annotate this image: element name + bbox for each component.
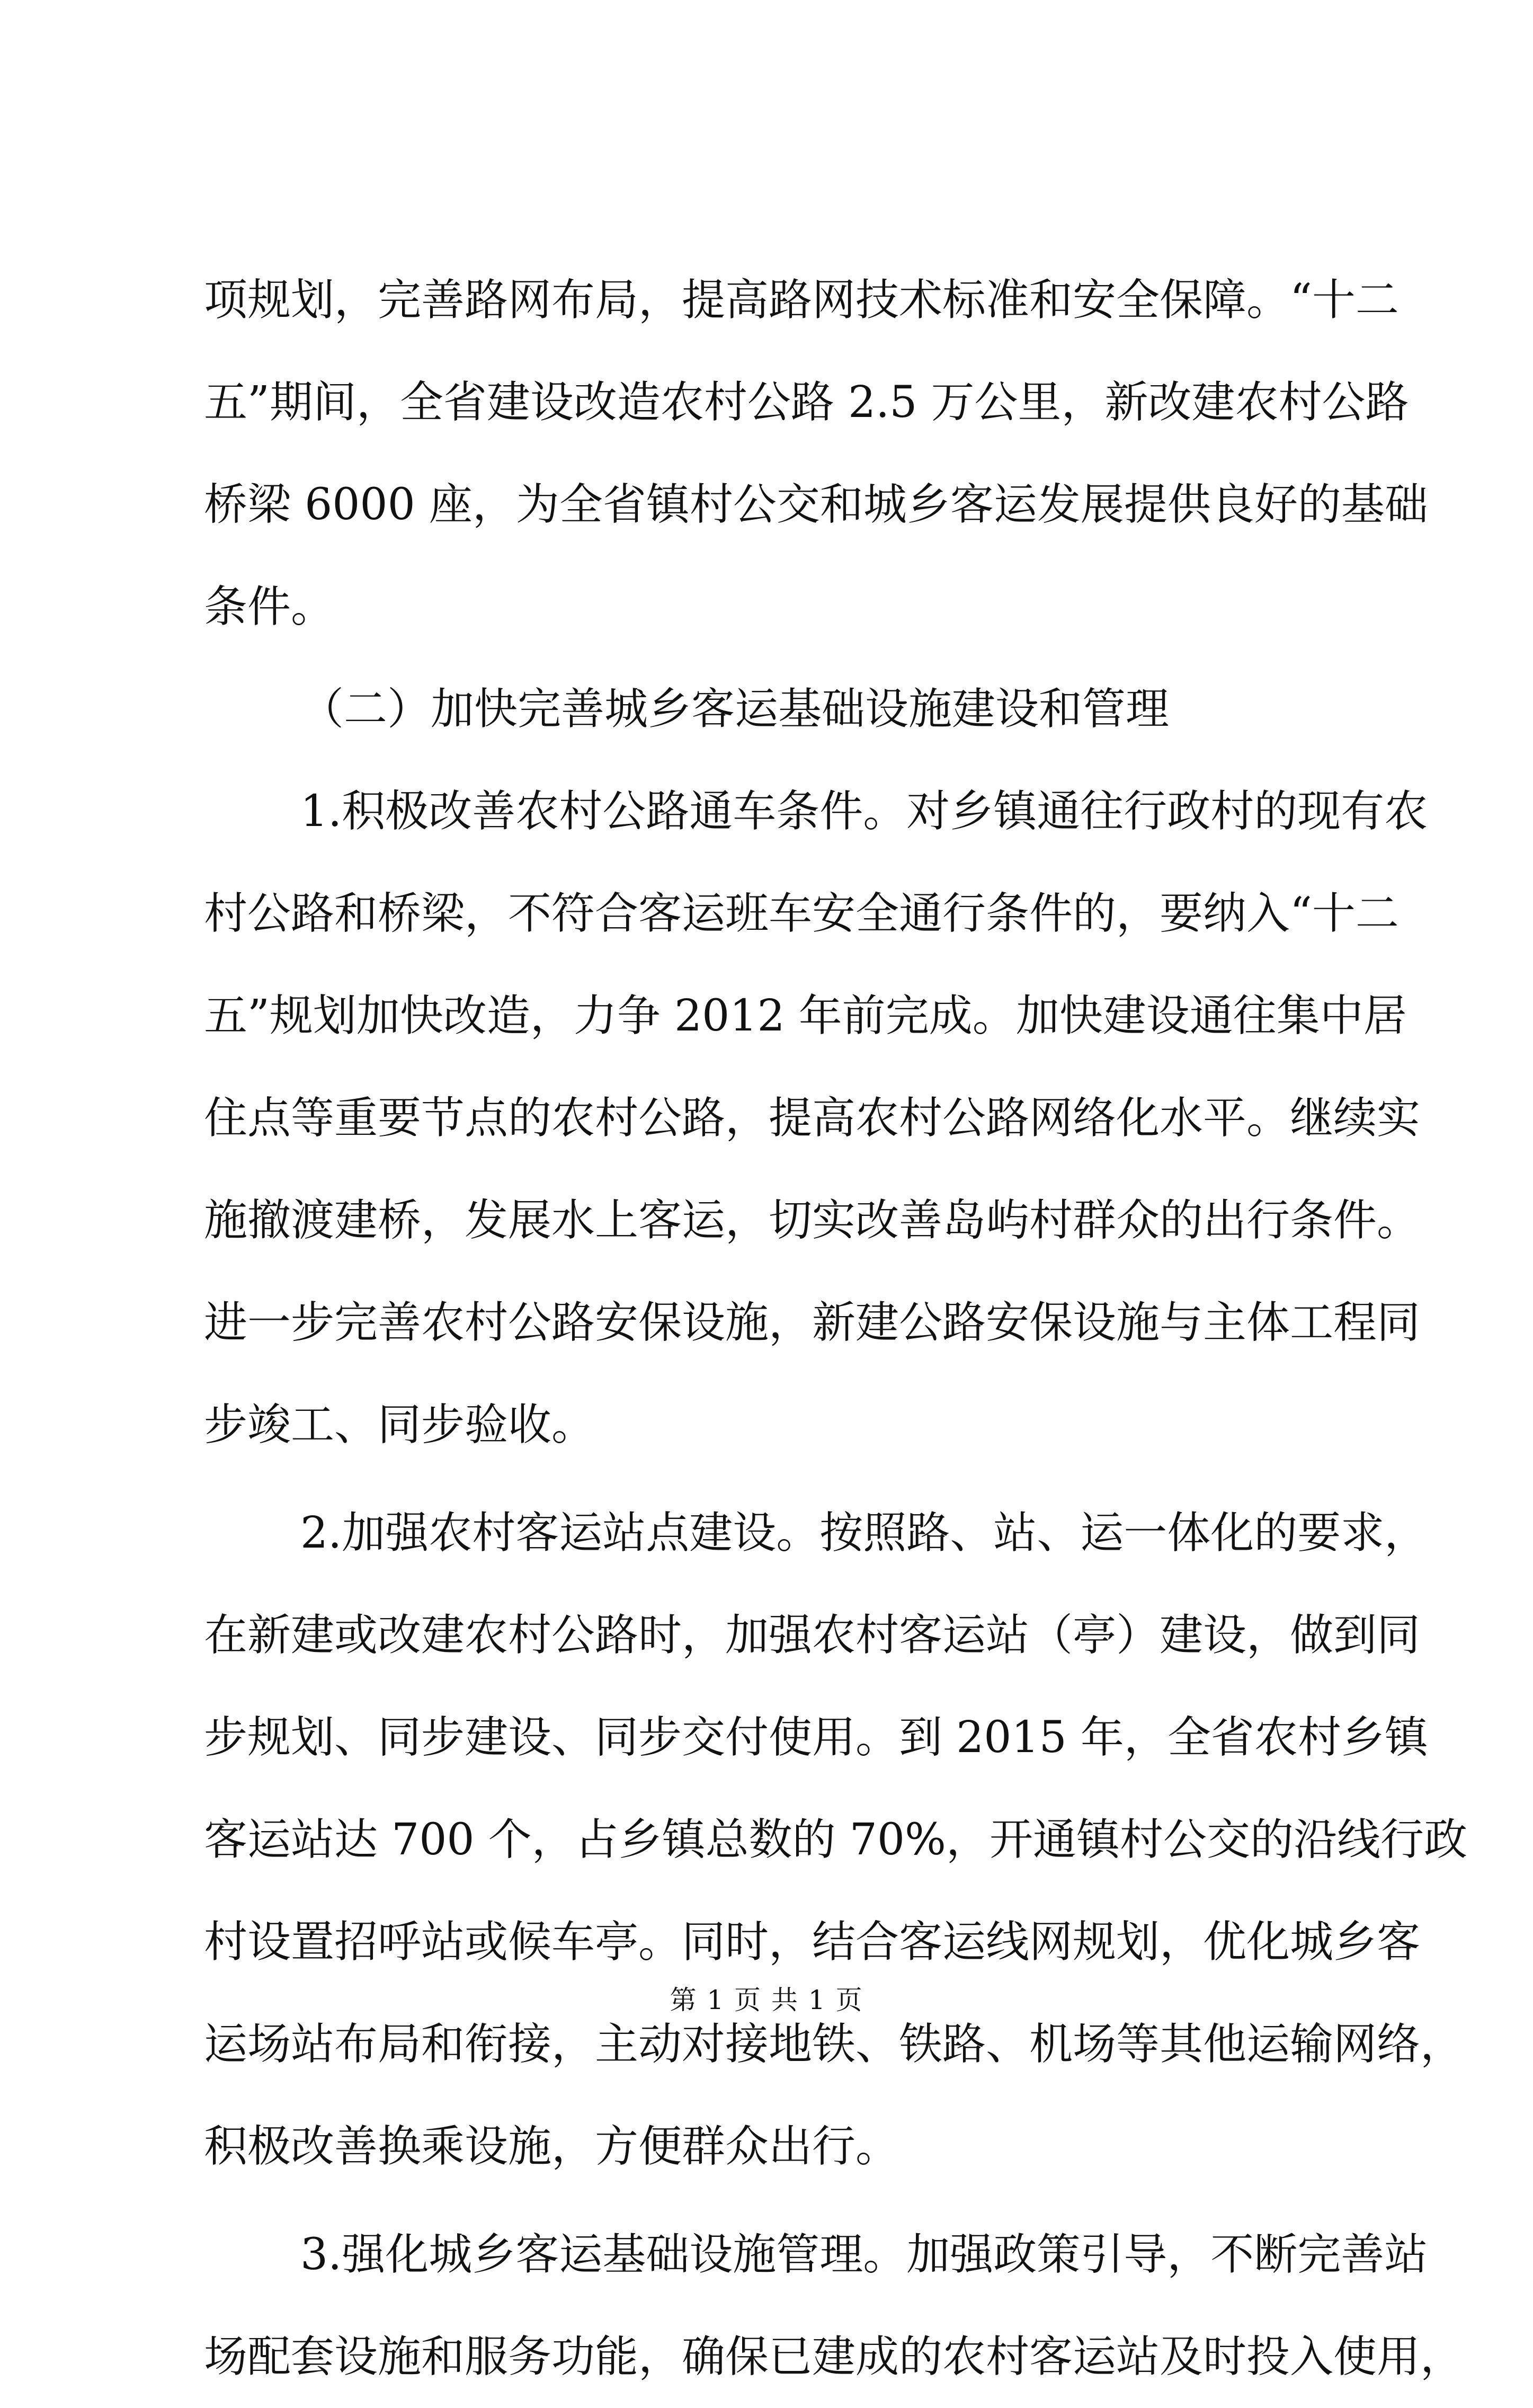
paragraph-line: 项规划，完善路网布局，提高路网技术标准和安全保障。“十二 [204, 275, 1399, 325]
paragraph-line: 进一步完善农村公路安保设施，新建公路安保设施与主体工程同 [204, 1298, 1421, 1348]
paragraph-line: 3.强化城乡客运基础设施管理。加强政策引导，不断完善站 [300, 2229, 1428, 2280]
paragraph-line: 五”规划加快改造，力争 2012 年前完成。加快建设通往集中居 [204, 991, 1407, 1041]
paragraph-line: 五”期间，全省建设改造农村公路 2.5 万公里，新改建农村公路 [204, 377, 1409, 428]
paragraph-line: 施撤渡建桥，发展水上客运，切实改善岛屿村群众的出行条件。 [204, 1195, 1421, 1246]
paragraph-line: 2.加强农村客运站点建设。按照路、站、运一体化的要求， [300, 1508, 1428, 1558]
paragraph-line: 步竣工、同步验收。 [204, 1400, 595, 1450]
paragraph-line: 场配套设施和服务功能，确保已建成的农村客运站及时投入使用， [204, 2332, 1464, 2382]
paragraph-line: 桥梁 6000 座，为全省镇村公交和城乡客运发展提供良好的基础 [204, 479, 1428, 530]
paragraph-line: 积极改善换乘设施，方便群众出行。 [204, 2121, 899, 2172]
paragraph-line: 在新建或改建农村公路时，加强农村客运站（亭）建设，做到同 [204, 1610, 1421, 1660]
paragraph-line: 住点等重要节点的农村公路，提高农村公路网络化水平。继续实 [204, 1093, 1421, 1143]
paragraph-line: 1.积极改善农村公路通车条件。对乡镇通往行政村的现有农 [300, 786, 1428, 837]
paragraph-line: 村公路和桥梁，不符合客运班车安全通行条件的，要纳入“十二 [204, 888, 1399, 939]
paragraph-line: 步规划、同步建设、同步交付使用。到 2015 年，全省农村乡镇 [204, 1712, 1428, 1763]
page-footer: 第 1 页 共 1 页 [670, 1985, 863, 2015]
section-heading: （二）加快完善城乡客运基础设施建设和管理 [300, 684, 1170, 734]
paragraph-line: 村设置招呼站或候车亭。同时，结合客运线网规划，优化城乡客 [204, 1917, 1421, 1967]
paragraph-line: 运场站布局和衔接，主动对接地铁、铁路、机场等其他运输网络， [204, 2019, 1464, 2069]
document-body [204, 249, 1467, 2408]
paragraph-line: 客运站达 700 个，占乡镇总数的 70%，开通镇村公交的沿线行政 [204, 1815, 1467, 1865]
paragraph-line: 条件。 [204, 582, 335, 632]
